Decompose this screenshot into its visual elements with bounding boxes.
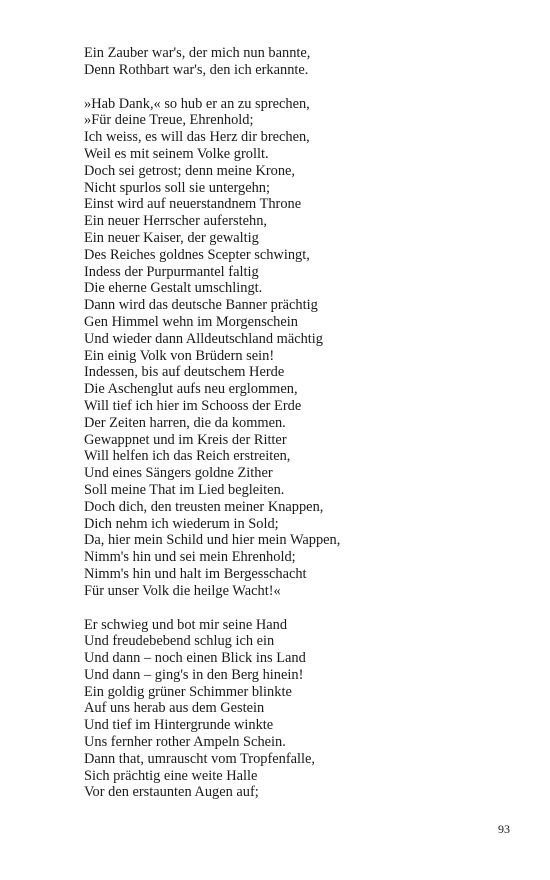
poem-line: Ich weiss, es will das Herz dir brechen, [84, 129, 310, 146]
poem-line: Des Reiches goldnes Scepter schwingt, [84, 246, 310, 263]
poem-line: Will helfen ich das Reich erstreiten, [84, 448, 291, 465]
poem-line: Dann wird das deutsche Banner prächtig [84, 297, 318, 314]
poem-line: Auf uns herab aus dem Gestein [84, 700, 265, 717]
poem-line: Denn Rothbart war's, den ich erkannte. [84, 61, 309, 78]
poem-line: Nimm's hin und halt im Bergesschacht [84, 565, 307, 582]
poem-line: Ein neuer Kaiser, der gewaltig [84, 229, 259, 246]
poem-line: Sich prächtig eine weite Halle [84, 767, 258, 784]
poem-line: Ein Zauber war's, der mich nun bannte, [84, 45, 311, 61]
poem-line: »Für deine Treue, Ehrenhold; [84, 112, 254, 129]
poem-line: Und tief im Hintergrunde winkte [84, 717, 274, 734]
stanza [84, 96, 504, 600]
poem-line: Da, hier mein Schild und hier mein Wappen, [84, 532, 341, 549]
poem-line: Vor den erstaunten Augen auf; [84, 784, 259, 801]
page-number: 93 [498, 822, 510, 836]
poem-line: Er schwieg und bot mir seine Hand [84, 616, 288, 633]
poem-line: Und dann – noch einen Blick ins Land [84, 650, 306, 667]
poem-line: Weil es mit seinem Volke grollt. [84, 145, 269, 162]
poem-line: Dich nehm ich wiederum in Sold; [84, 515, 279, 532]
poem-line: Und dann – ging's in den Berg hinein! [84, 666, 304, 683]
poem-line: Die Aschenglut aufs neu erglommen, [84, 381, 298, 398]
poem-line: Doch sei getrost; denn meine Krone, [84, 162, 296, 179]
poem-line: Und freudebebend schlug ich ein [84, 633, 275, 650]
poem-line: Nimm's hin und sei mein Ehrenhold; [84, 549, 296, 566]
poem-line: Dann that, umrauscht vom Tropfenfalle, [84, 750, 316, 767]
poem-line: Und eines Sängers goldne Zither [84, 465, 273, 482]
poem-line: Gewappnet und im Kreis der Ritter [84, 431, 287, 448]
poem-line: Und wieder dann Alldeutschland mächtig [84, 330, 323, 347]
poem-line: Die eherne Gestalt umschlingt. [84, 280, 263, 297]
poem-line: Einst wird auf neuerstandnem Throne [84, 196, 302, 213]
poem-line: Uns fernher rother Ampeln Schein. [84, 734, 286, 751]
poem-line: Will tief ich hier im Schooss der Erde [84, 397, 302, 414]
poem-line: Indess der Purpurmantel faltig [84, 263, 259, 280]
poem-line: Ein neuer Herrscher auferstehn, [84, 213, 267, 230]
poem-line: Nicht spurlos soll sie untergehn; [84, 179, 270, 196]
poem-line: Doch dich, den treusten meiner Knappen, [84, 498, 324, 515]
poem-line: Indessen, bis auf deutschem Herde [84, 364, 285, 381]
poem-line: Ein goldig grüner Schimmer blinkte [84, 683, 292, 700]
poem-line: Ein einig Volk von Brüdern sein! [84, 347, 275, 364]
poem-line: Der Zeiten harren, die da kommen. [84, 414, 286, 431]
poem-line: »Hab Dank,« so hub er an zu sprechen, [84, 95, 310, 112]
poem-line: Für unser Volk die heilge Wacht!« [84, 582, 281, 599]
poem-line: Soll meine That im Lied begleiten. [84, 481, 285, 498]
poem-body [84, 45, 504, 801]
poem-line: Gen Himmel wehn im Morgenschein [84, 313, 298, 330]
stanza [84, 45, 504, 79]
stanza [84, 617, 504, 802]
